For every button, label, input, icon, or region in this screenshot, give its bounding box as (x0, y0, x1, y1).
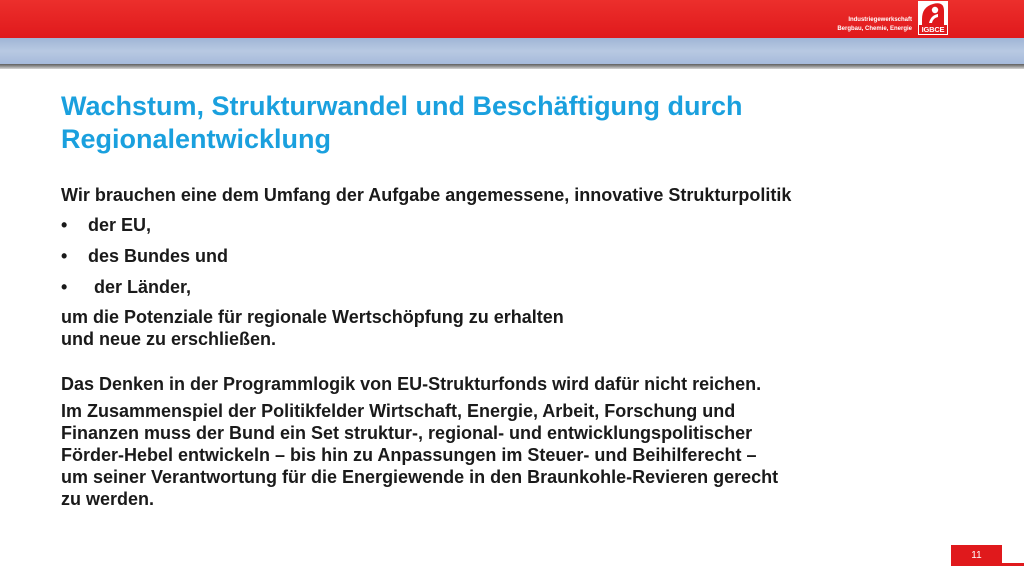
denken-text: Das Denken in der Programmlogik von EU-Strukturfonds wird dafür nicht reichen. (61, 374, 762, 394)
bullet-icon: • (61, 246, 68, 266)
bullet-label: der EU, (88, 215, 152, 235)
slide-title: Wachstum, Strukturwandel und Beschäftigung durch Regionalentwicklung (61, 91, 743, 154)
bullet-icon: • (61, 215, 68, 235)
zusammenspiel-line: zu werden. (61, 489, 155, 509)
organization-name-line2: Bergbau, Chemie, Energie (837, 26, 912, 32)
header-shadow (0, 64, 1024, 69)
slide-body (61, 184, 961, 510)
igbce-logo (918, 1, 948, 35)
zusammenspiel-line: Finanzen muss der Bund ein Set struktur-, regional- und entwicklungspolitischer (61, 423, 753, 443)
potenziale-line: und neue zu erschließen. (61, 329, 277, 349)
page-number: 11 (951, 545, 1002, 566)
bullet-item-eu (61, 214, 961, 236)
zusammenspiel-line: Im Zusammenspiel der Politikfelder Wirtschaft, Energie, Arbeit, Forschung und (61, 401, 736, 421)
header-band (0, 38, 1024, 64)
intro-text: Wir brauchen eine dem Umfang der Aufgabe angemessene, innovative Strukturpolitik (61, 185, 792, 205)
zusammenspiel-line: Förder-Hebel entwickeln – bis hin zu Anpassungen im Steuer- und Beihilferecht – (61, 445, 757, 465)
logo-caption: IGBCE (919, 25, 947, 34)
potenziale-line: um die Potenziale für regionale Wertschöpfung zu erhalten (61, 307, 564, 327)
footer-accent (1002, 563, 1024, 566)
bullet-icon: • (61, 277, 68, 297)
bullet-item-bund (61, 245, 961, 267)
bullet-label: des Bundes und (88, 246, 229, 266)
organization-name (837, 16, 912, 34)
zusammenspiel-text (61, 400, 961, 510)
zusammenspiel-line: um seiner Verantwortung für die Energiewende in den Braunkohle-Revieren gerecht (61, 467, 779, 487)
bullet-item-laender (61, 276, 961, 298)
bullet-list (61, 214, 961, 298)
organization-name-line1: Industriegewerkschaft (848, 17, 912, 23)
logo-figure-icon (918, 1, 948, 25)
bullet-label: der Länder, (94, 277, 192, 297)
potenziale-text (61, 306, 961, 350)
